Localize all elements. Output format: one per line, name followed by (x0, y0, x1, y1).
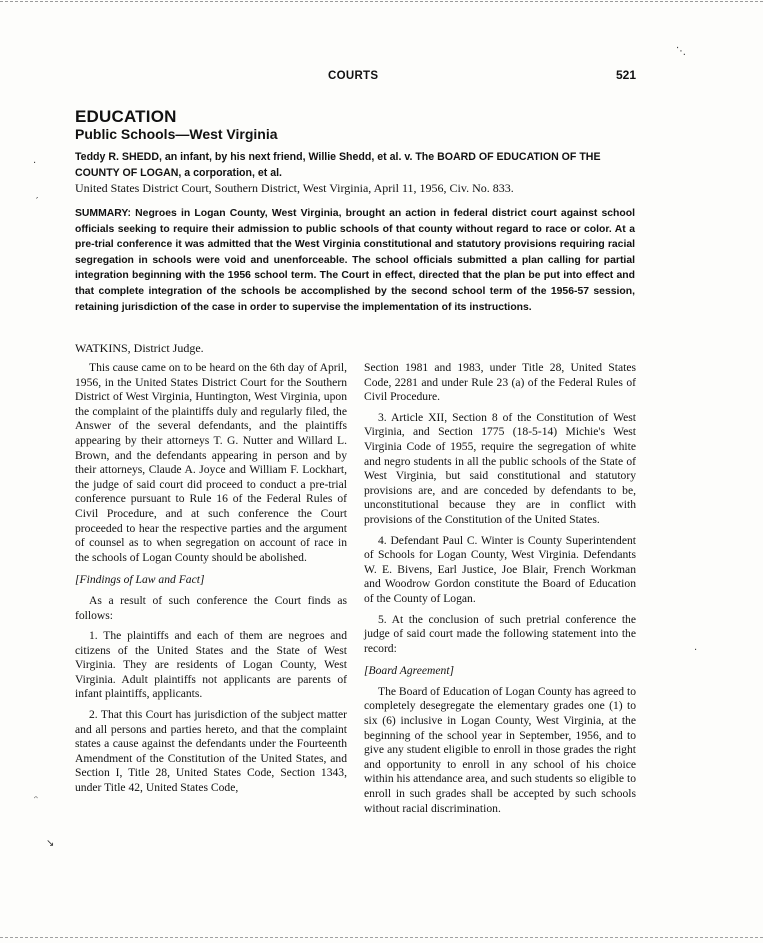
margin-arrow-mark: ↘ (46, 838, 55, 849)
corner-scratch-mark: ⋱ (676, 46, 686, 57)
findings-heading: [Findings of Law and Fact] (75, 573, 205, 587)
left-column (75, 361, 347, 802)
case-summary: SUMMARY: Negroes in Logan County, West Virginia, brought an action in federal district court against school officials seeking to require their admission to public schools of that county without regard to race or color. At a pre-trial conference it was admitted that the West Virginia constitutional and statutory provisions requiring racial segregation in schools were void and unenforceable. The school officials submitted a plan calling for partial integration beginning with the 1956 school term. The Court in effect, directed that the plan be put into effect and that complete integration of the schools be accomplished by the second school term of the 1956-57 session, retaining jurisdiction of the case in order to supervise the implementation of its instructions. (75, 208, 635, 313)
board-agreement-heading: [Board Agreement] (364, 664, 455, 678)
board-agreement-text: The Board of Education of Logan County has agreed to completely desegregate the elementary grades one (1) to six (6) inclusive in Logan County, West Virginia, at the beginning of the school year in September, 1956, and to give any student eligible to enroll in those grades the right and opportunity to enroll in any school of his choice within his attendance area, and such students so eligible to enroll in such grades shall be accepted by such schools without racial discrimination. (364, 684, 636, 815)
margin-speck-mark: ᵔ (34, 795, 39, 806)
finding-5: 5. At the conclusion of such pretrial conference the judge of said court made the following statement into the record: (364, 612, 636, 655)
finding-2: 2. That this Court has jurisdiction of the subject matter and all persons and parties hereto, and that the complaint states a cause against the defendants under the Fourteenth Amendment of the Constitution of the United States, and Section I, Title 28, United States Code, Section 1343, under Title 42, United States Code, (75, 708, 347, 795)
margin-tick-mark: ′ (36, 196, 39, 207)
running-head: COURTS (328, 70, 379, 82)
intro-paragraph: This cause came on to be heard on the 6th day of April, 1956, in the United States District Court for the Southern District of West Virginia, Huntington, West Virginia, upon the complaint of the plaintiffs duly and regularly filed, the Answer of the several defendants, and the plaintiffs appearing by their attorneys T. G. Nutter and Willard L. Brown, and the defendants appearing in person and by their attorneys, Claude A. Joyce and William F. Lockhart, the judge of said court did proceed to conduct a pre-trial conference pursuant to Rule 16 of the Federal Rules of Civil Procedure, and at such conference the Court proceeded to hear the respective parties and the argument of counsel as to when segregation on account of race in the schools of Logan County should be abolished. (75, 361, 347, 564)
judge-attribution: WATKINS, District Judge. (75, 341, 204, 355)
case-caption: Teddy R. SHEDD, an infant, by his next friend, Willie Shedd, et al. v. The BOARD OF EDUCATION OF THE COUNTY OF LOGAN, a corporation, et al. (75, 151, 601, 179)
top-page-border (0, 1, 763, 2)
right-column (364, 361, 636, 822)
findings-intro: As a result of such conference the Court finds as follows: (75, 593, 347, 622)
bottom-page-border (0, 937, 763, 938)
finding-3: 3. Article XII, Section 8 of the Constitution of West Virginia, and Section 1775 (18-5-14) Michie's West Virginia Code of 1955, require the segregation of white and negro students in all the public schools of the State of West Virginia, but said constitutional and statutory provisions are, and are conceded by defendants to be, unconstitutional because they are in conflict with provisions of the Constitution of the United States. (364, 410, 636, 526)
section-heading: EDUCATION (75, 107, 177, 126)
finding-1: 1. The plaintiffs and each of them are negroes and citizens of the United States and the State of West Virginia. They are residents of Logan County, West Virginia. Adult plaintiffs not applicants are parents of infant plaintiffs, applicants. (75, 629, 347, 701)
subsection-heading: Public Schools—West Virginia (75, 126, 278, 142)
court-citation: United States District Court, Southern District, West Virginia, April 11, 1956, Civ. No. 833. (75, 181, 514, 195)
page-number: 521 (616, 68, 637, 82)
margin-speck-mark: · (33, 158, 37, 169)
margin-speck-mark: · (694, 645, 698, 656)
continuation-paragraph: Section 1981 and 1983, under Title 28, United States Code, 2281 and under Rule 23 (a) of the Federal Rules of Civil Procedure. (364, 361, 636, 404)
finding-4: 4. Defendant Paul C. Winter is County Superintendent of Schools for Logan County, West Virginia. Defendants W. E. Bivens, Earl Justice, Joe Blair, French Workman and Woodrow Gordon constitute the Board of Education of the County of Logan. (364, 533, 636, 605)
